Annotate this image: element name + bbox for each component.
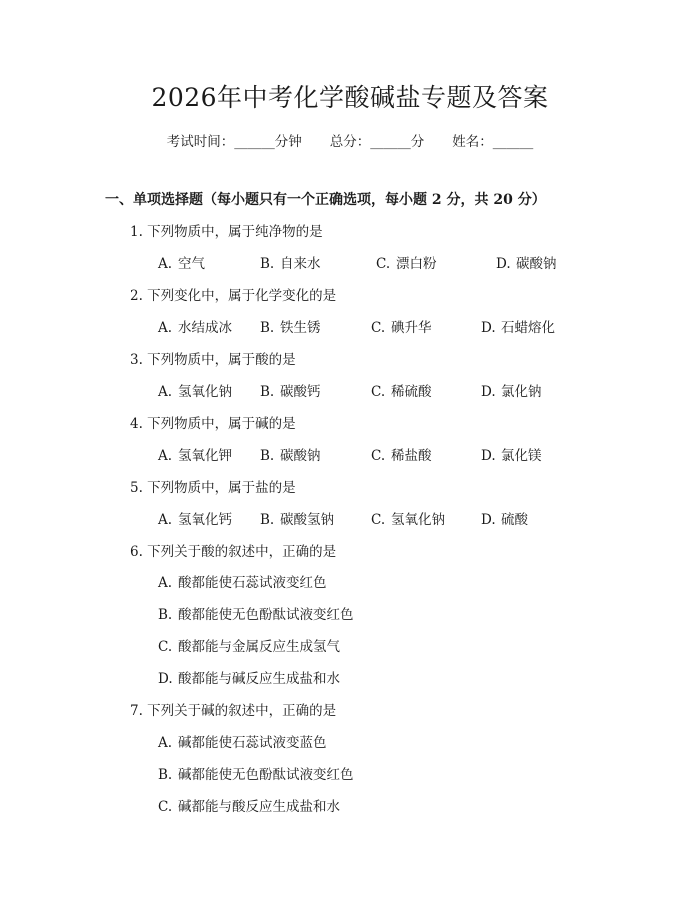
option-1b: B. 自来水	[260, 256, 321, 272]
question-5: 5. 下列物质中，属于盐的是	[130, 480, 296, 496]
option-4b: B. 碳酸钠	[260, 448, 321, 464]
option-5d: D. 硫酸	[481, 512, 528, 528]
question-7: 7. 下列关于碱的叙述中，正确的是	[130, 703, 337, 719]
student-name-field: 姓名：______	[452, 134, 534, 150]
question-4: 4. 下列物质中，属于碱的是	[130, 416, 296, 432]
option-6b: B. 酸都能使无色酚酞试液变红色	[158, 607, 354, 623]
option-7c: C. 碱都能与酸反应生成盐和水	[158, 799, 340, 815]
option-6d: D. 酸都能与碱反应生成盐和水	[158, 671, 340, 687]
option-6a: A. 酸都能使石蕊试液变红色	[158, 575, 327, 591]
exam-time-field: 考试时间：______分钟	[166, 134, 302, 150]
option-2d: D. 石蜡熔化	[481, 320, 555, 336]
option-3b: B. 碳酸钙	[260, 384, 321, 400]
question-1: 1. 下列物质中，属于纯净物的是	[130, 224, 323, 240]
document-title: 2026年中考化学酸碱盐专题及答案	[151, 83, 549, 112]
option-2b: B. 铁生锈	[260, 320, 321, 336]
option-7a: A. 碱都能使石蕊试液变蓝色	[158, 735, 327, 751]
option-7b: B. 碱都能使无色酚酞试液变红色	[158, 767, 354, 783]
option-5a: A. 氢氧化钙	[158, 512, 232, 528]
section-heading: 一、单项选择题（每小题只有一个正确选项，每小题 2 分，共 20 分）	[105, 192, 546, 208]
option-5c: C. 氢氧化钠	[371, 512, 445, 528]
option-4c: C. 稀盐酸	[371, 448, 432, 464]
option-3c: C. 稀硫酸	[371, 384, 432, 400]
total-score-field: 总分：______分	[329, 134, 425, 150]
option-4d: D. 氯化镁	[481, 448, 542, 464]
option-2a: A. 水结成冰	[158, 320, 232, 336]
question-6: 6. 下列关于酸的叙述中，正确的是	[130, 544, 337, 560]
question-2: 2. 下列变化中，属于化学变化的是	[130, 288, 337, 304]
option-1a: A. 空气	[158, 256, 205, 272]
option-5b: B. 碳酸氢钠	[260, 512, 334, 528]
question-3: 3. 下列物质中，属于酸的是	[130, 352, 296, 368]
option-1d: D. 碳酸钠	[496, 256, 557, 272]
option-3a: A. 氢氧化钠	[158, 384, 232, 400]
option-6c: C. 酸都能与金属反应生成氢气	[158, 639, 340, 655]
option-1c: C. 漂白粉	[376, 256, 437, 272]
option-4a: A. 氢氧化钾	[158, 448, 232, 464]
option-2c: C. 碘升华	[371, 320, 432, 336]
option-3d: D. 氯化钠	[481, 384, 542, 400]
exam-info-line	[0, 132, 700, 152]
